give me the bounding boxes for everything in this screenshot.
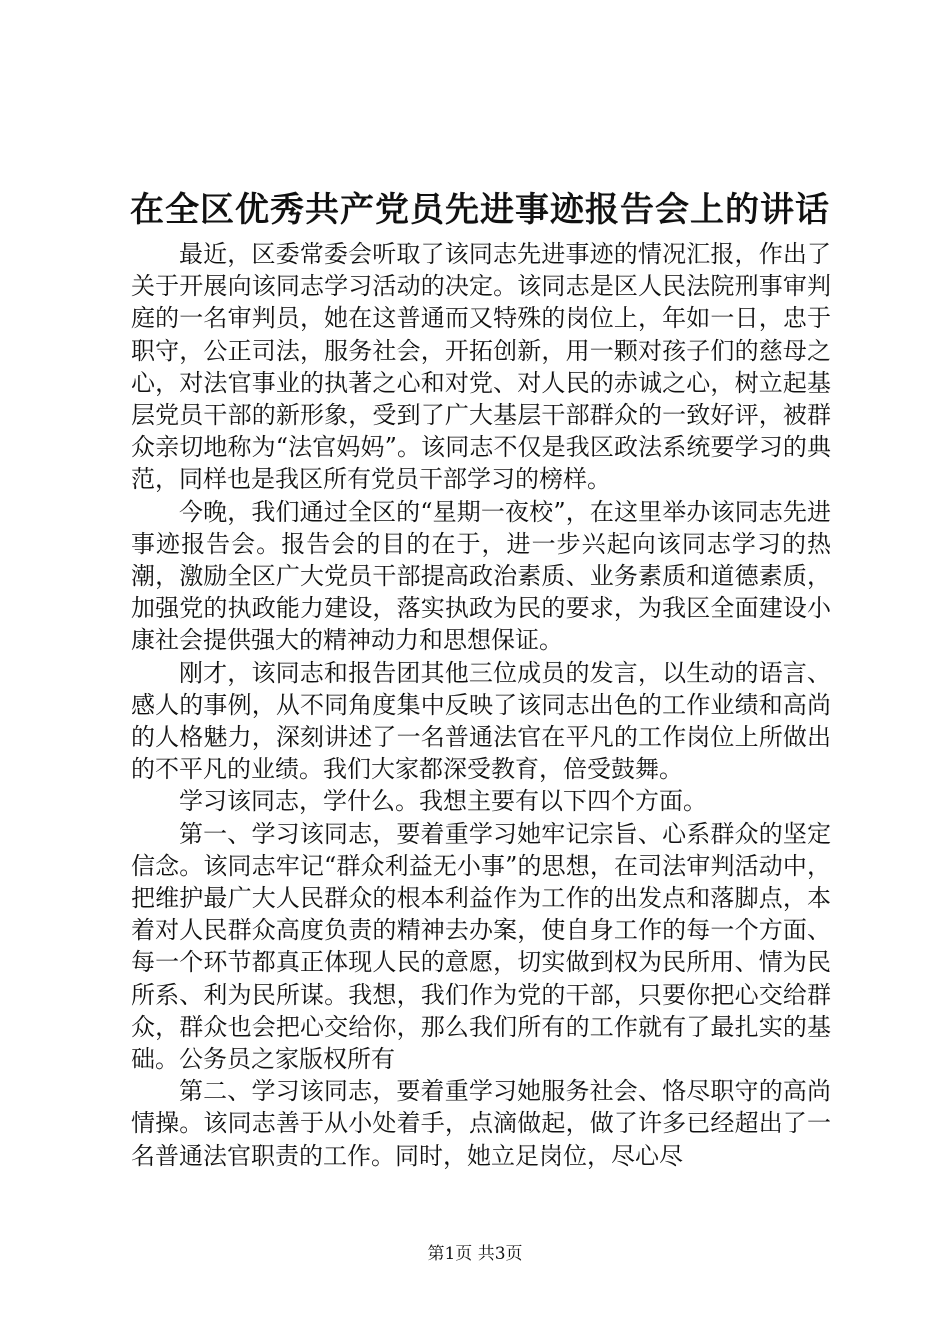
- document-body: [131, 238, 831, 1172]
- paragraph: 刚才，该同志和报告团其他三位成员的发言，以生动的语言、感人的事例，从不同角度集中反映了该同志出色的工作业绩和高尚的人格魅力，深刻讲述了一名普通法官在平凡的工作岗位上所做出的不平凡的业绩。我们大家都深受教育，倍受鼓舞。: [131, 658, 831, 784]
- page-number-footer: 第1页 共3页: [427, 1244, 523, 1264]
- paragraph: 最近，区委常委会听取了该同志先进事迹的情况汇报，作出了关于开展向该同志学习活动的决定。该同志是区人民法院刑事审判庭的一名审判员，她在这普通而又特殊的岗位上，年如一日，忠于职守，公正司法，服务社会，开拓创新，用一颗对孩子们的慈母之心，对法官事业的执著之心和对党、对人民的赤诚之心，树立起基层党员干部的新形象，受到了广大基层干部群众的一致好评，被群众亲切地称为“法官妈妈”。该同志不仅是我区政法系统要学习的典范，同样也是我区所有党员干部学习的榜样。: [131, 240, 831, 494]
- paragraph: 学习该同志，学什么。我想主要有以下四个方面。: [179, 787, 707, 816]
- paragraph: 第一、学习该同志，要着重学习她牢记宗旨、心系群众的坚定信念。该同志牢记“群众利益无小事”的思想，在司法审判活动中，把维护最广大人民群众的根本利益作为工作的出发点和落脚点，本着对人民群众高度负责的精神去办案，使自身工作的每一个方面、每一个环节都真正体现人民的意愿，切实做到权为民所用、情为民所系、利为民所谋。我想，我们作为党的干部，只要你把心交给群众，群众也会把心交给你，那么我们所有的工作就有了最扎实的基础。公务员之家版权所有: [131, 819, 831, 1074]
- paragraph: 今晚，我们通过全区的“星期一夜校”，在这里举办该同志先进事迹报告会。报告会的目的在于，进一步兴起向该同志学习的热潮，激励全区广大党员干部提高政治素质、业务素质和道德素质，加强党的执政能力建设，落实执政为民的要求，为我区全面建设小康社会提供强大的精神动力和思想保证。: [131, 497, 831, 655]
- paragraph: 第二、学习该同志，要着重学习她服务社会、恪尽职守的高尚情操。该同志善于从小处着手，点滴做起，做了许多已经超出了一名普通法官职责的工作。同时，她立足岗位，尽心尽: [131, 1077, 831, 1170]
- document-title: 在全区优秀共产党员先进事迹报告会上的讲话: [130, 190, 830, 230]
